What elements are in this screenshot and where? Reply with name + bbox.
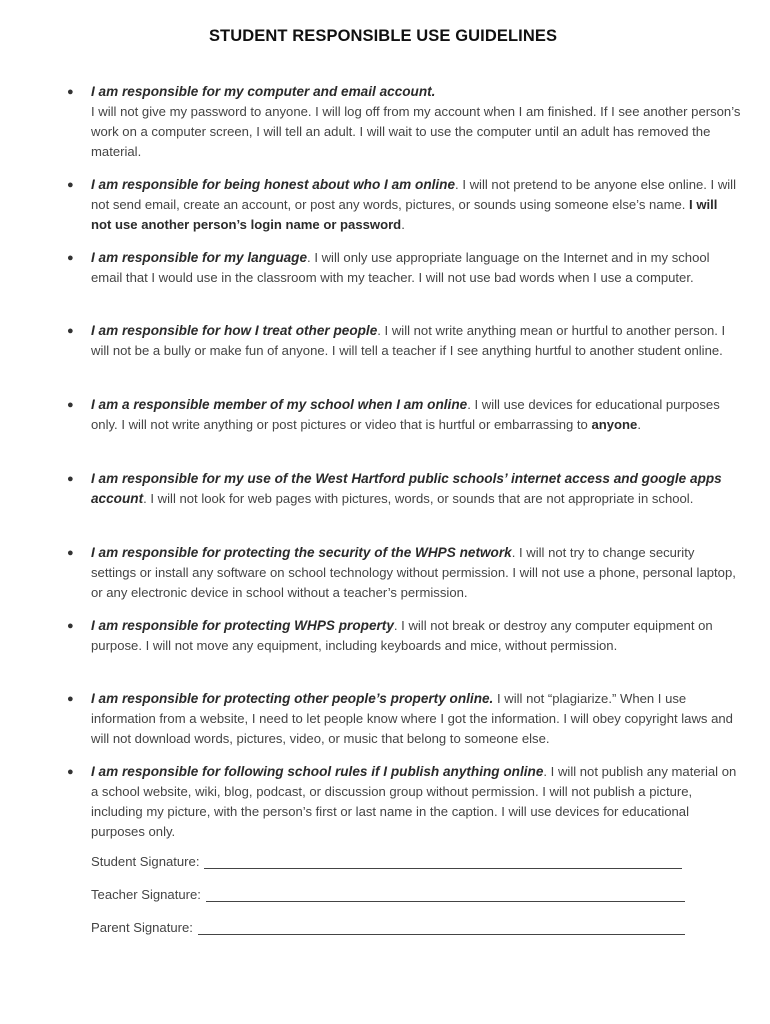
parent-signature-field[interactable] [91, 920, 685, 935]
guideline-heading: I am responsible for protecting WHPS property [91, 618, 394, 633]
student-signature-field[interactable] [91, 854, 682, 869]
guideline-item [67, 616, 741, 656]
parent-signature-line[interactable] [198, 933, 685, 935]
guideline-item [67, 395, 741, 435]
guideline-item [67, 689, 741, 749]
guideline-item [67, 469, 741, 509]
bullet-icon: ● [67, 325, 74, 337]
guideline-item [67, 543, 741, 603]
student-signature-line[interactable] [204, 867, 682, 869]
guideline-heading: I am responsible for how I treat other people [91, 323, 378, 338]
guideline-heading: I am responsible for protecting other people’s property online. [91, 691, 494, 706]
guideline-text: . I will not look for web pages with pictures, words, or sounds that are not appropriate in school. [143, 491, 694, 506]
guideline-heading: I am responsible for following school rules if I publish anything online [91, 764, 544, 779]
bullet-icon: ● [67, 473, 74, 485]
bullet-icon: ● [67, 620, 74, 632]
guideline-text: . I will not write anything mean or hurtful to another person. I will not be a bully or make fun of anyone. I will tell a teacher if I see anything hurtful to another student online. [91, 323, 726, 358]
guideline-item [67, 762, 741, 842]
guideline-text: . I will not break or destroy any computer equipment on purpose. I will not move any equipment, including keyboards and mice, without permission. [91, 618, 713, 653]
guideline-heading: I am responsible for protecting the security of the WHPS network [91, 545, 512, 560]
guideline-text: . I will not pretend to be anyone else online. I will not send email, create an account, or post any words, pictures, or sounds using someone else’s name. [91, 177, 736, 212]
guideline-tail: . [637, 417, 641, 432]
bullet-icon: ● [67, 179, 74, 191]
guideline-item [67, 321, 741, 361]
guideline-text: . I will use devices for educational purposes only. I will not write anything or post pictures or video that is hurtful or embarrassing to [91, 397, 720, 432]
bullet-icon: ● [67, 399, 74, 411]
guideline-item [67, 248, 741, 288]
guideline-emphasis: I will not use another person’s login name or password [91, 197, 718, 232]
bullet-icon: ● [67, 693, 74, 705]
guideline-heading: I am a responsible member of my school when I am online [91, 397, 468, 412]
guideline-text: I will not “plagiarize.” When I use information from a website, I need to let people know where I got the information. I will obey copyright laws and will not download words, pictures, video, or music that belong to someone else. [91, 691, 733, 746]
teacher-signature-line[interactable] [206, 900, 685, 902]
guideline-heading: I am responsible for my language [91, 250, 308, 265]
guideline-heading: I am responsible for my use of the West Hartford public schools’ internet access and google apps account [91, 471, 722, 506]
guideline-tail: . [401, 217, 405, 232]
bullet-icon: ● [67, 252, 74, 264]
guideline-text: . I will not publish any material on a school website, wiki, blog, podcast, or discussion group without permission. I will not publish a picture, including my picture, with the person’s first or last name in the caption. I will use devices for educational purposes only. [91, 764, 737, 839]
parent-signature-label: Parent Signature: [91, 920, 193, 935]
guideline-item [67, 175, 741, 235]
bullet-icon: ● [67, 547, 74, 559]
guideline-heading: I am responsible for my computer and email account. [91, 84, 436, 99]
page-title: STUDENT RESPONSIBLE USE GUIDELINES [208, 27, 558, 45]
bullet-icon: ● [67, 86, 74, 98]
guideline-heading: I am responsible for being honest about who I am online [91, 177, 456, 192]
guideline-emphasis: anyone [591, 417, 638, 432]
guideline-text: . I will only use appropriate language on the Internet and in my school email that I would use in the classroom with my teacher. I will not use bad words when I use a computer. [91, 250, 710, 285]
bullet-icon: ● [67, 766, 74, 778]
guideline-text: . I will not try to change security settings or install any software on school technology without permission. I will not use a phone, personal laptop, or any electronic device in school without a teacher’s permission. [91, 545, 736, 600]
teacher-signature-label: Teacher Signature: [91, 887, 201, 902]
guideline-item [67, 82, 741, 162]
guideline-text: I will not give my password to anyone. I will log off from my account when I am finished. If I see another person’s work on a computer screen, I will tell an adult. I will wait to use the computer until an adult has removed the material. [91, 104, 741, 159]
student-signature-label: Student Signature: [91, 854, 200, 869]
teacher-signature-field[interactable] [91, 887, 685, 902]
